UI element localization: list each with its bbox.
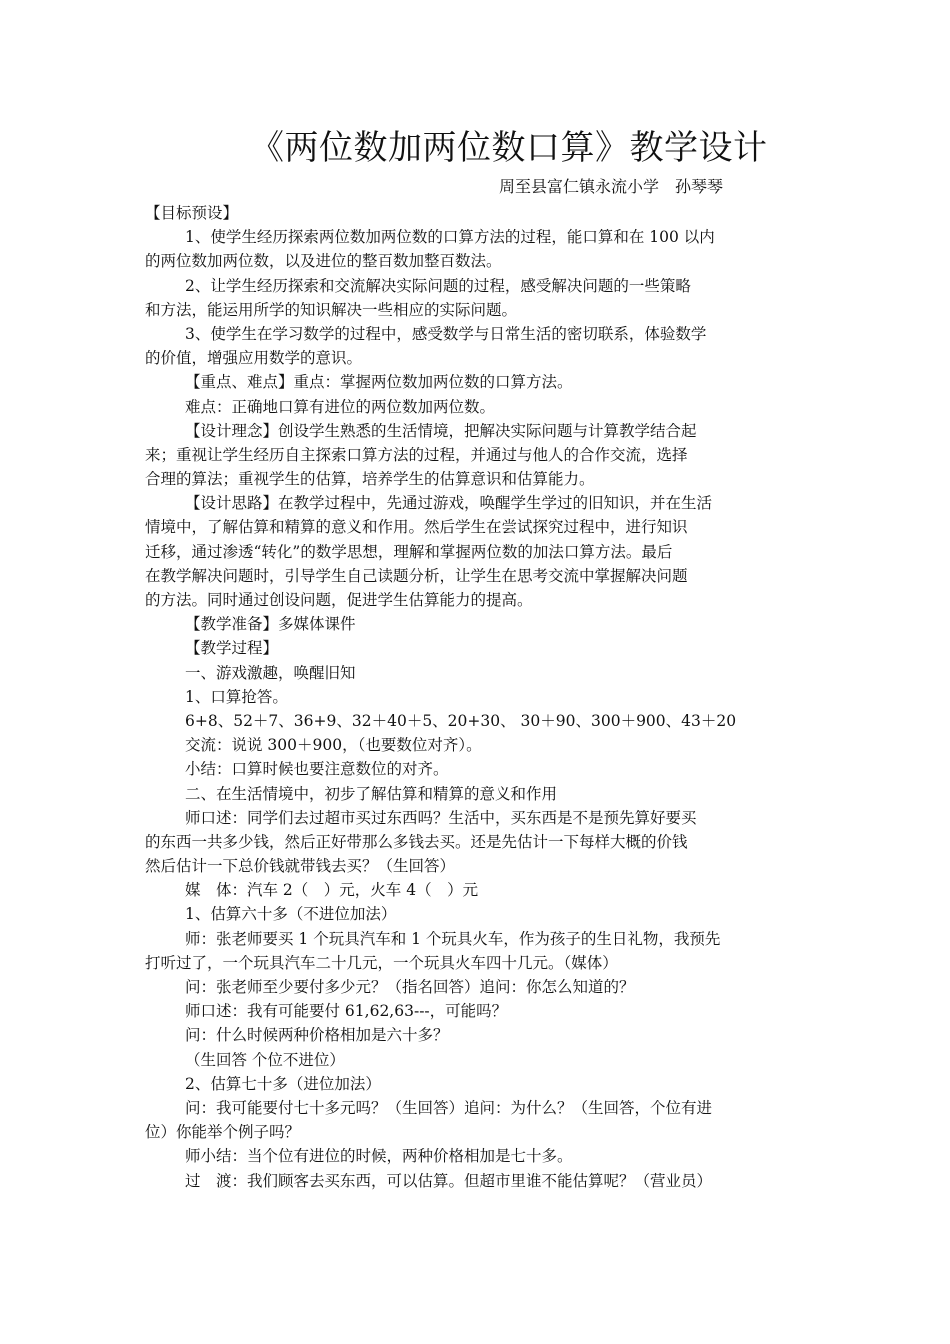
paragraph-line: 在教学解决问题时，引导学生自己读题分析，让学生在思考交流中掌握解决问题 xyxy=(145,566,688,585)
paragraph-line: 师口述：同学们去过超市买过东西吗？生活中，买东西是不是预先算好要买 xyxy=(185,808,697,827)
paragraph-line: 问：什么时候两种价格相加是六十多？ xyxy=(185,1026,449,1045)
paragraph-line: 的两位数加两位数，以及进位的整百数加整百数法。 xyxy=(145,252,502,271)
paragraph-line: （生回答 个位不进位） xyxy=(185,1050,345,1069)
paragraph-line: 【目标预设】 xyxy=(145,204,239,222)
document-title: 《两位数加两位数口算》教学设计 xyxy=(250,128,768,168)
paragraph-line: 问：张老师至少要付多少元？（指名回答）追问：你怎么知道的？ xyxy=(185,978,635,996)
paragraph-line: 情境中，了解估算和精算的意义和作用。然后学生在尝试探究过程中，进行知识 xyxy=(145,518,688,537)
paragraph-line: 2、让学生经历探索和交流解决实际问题的过程，感受解决问题的一些策略 xyxy=(185,276,691,295)
paragraph-line: 【教学过程】 xyxy=(185,639,279,658)
paragraph-line: 1、使学生经历探索两位数加两位数的口算方法的过程，能口算和在 100 以内 xyxy=(185,228,715,247)
paragraph-line: 二、在生活情境中，初步了解估算和精算的意义和作用 xyxy=(185,784,558,803)
paragraph-line: 2、估算七十多（进位加法） xyxy=(185,1074,381,1093)
paragraph-line: 位）你能举个例子吗？ xyxy=(145,1123,301,1142)
paragraph-line: 师口述：我有可能要付 61,62,63---，可能吗？ xyxy=(185,1002,508,1021)
paragraph-line: 1、估算六十多（不进位加法） xyxy=(185,905,397,924)
paragraph-line: 师：张老师要买 1 个玩具汽车和 1 个玩具火车，作为孩子的生日礼物，我预先 xyxy=(185,929,721,948)
document-body xyxy=(145,201,807,1193)
paragraph-line: 迁移，通过渗透“转化”的数学思想，理解和掌握两位数的加法口算方法。最后 xyxy=(145,542,673,561)
paragraph-line: 3、使学生在学习数学的过程中，感受数学与日常生活的密切联系，体验数学 xyxy=(185,324,707,343)
paragraph-line: 【重点、难点】重点：掌握两位数加两位数的口算方法。 xyxy=(185,373,573,392)
paragraph-line: 媒 体：汽车 2（ ）元，火车 4（ ）元 xyxy=(185,881,479,900)
paragraph-line: 过 渡：我们顾客去买东西，可以估算。但超市里谁不能估算呢？（营业员） xyxy=(185,1171,713,1190)
paragraph-line: 的价值，增强应用数学的意识。 xyxy=(145,349,363,368)
paragraph-line: 问：我可能要付七十多元吗？（生回答）追问：为什么？（生回答，个位有进 xyxy=(185,1098,713,1117)
paragraph-line: 难点：正确地口算有进位的两位数加两位数。 xyxy=(185,397,496,416)
paragraph-line: 合理的算法；重视学生的估算，培养学生的估算意识和估算能力。 xyxy=(145,470,595,489)
paragraph-line: 【设计思路】在教学过程中，先通过游戏，唤醒学生学过的旧知识，并在生活 xyxy=(185,494,713,513)
paragraph-line: 的方法。同时通过创设问题，促进学生估算能力的提高。 xyxy=(145,591,533,609)
author-line: 周至县富仁镇永流小学 孙琴琴 xyxy=(499,177,724,196)
paragraph-line: 1、口算抢答。 xyxy=(185,687,288,706)
paragraph-line: 6+8、52＋7、36+9、32＋40＋5、20+30、 30＋90、300＋900、43＋20 xyxy=(185,711,737,730)
paragraph-line: 交流：说说 300＋900，（也要数位对齐）。 xyxy=(185,736,482,755)
paragraph-line: 【设计理念】创设学生熟悉的生活情境，把解决实际问题与计算教学结合起 xyxy=(185,421,697,440)
paragraph-line: 来；重视让学生经历自主探索口算方法的过程，并通过与他人的合作交流，选择 xyxy=(145,445,688,464)
paragraph-line: 和方法，能运用所学的知识解决一些相应的实际问题。 xyxy=(145,300,518,319)
paragraph-line: 师小结：当个位有进位的时候，两种价格相加是七十多。 xyxy=(185,1147,573,1166)
paragraph-line: 的东西一共多少钱，然后正好带那么多钱去买。还是先估计一下每样大概的价钱 xyxy=(145,832,688,851)
paragraph-line: 小结：口算时候也要注意数位的对齐。 xyxy=(185,760,449,779)
paragraph-line: 打听过了，一个玩具汽车二十几元，一个玩具火车四十几元。（媒体） xyxy=(145,953,618,972)
paragraph-line: 一、游戏激趣，唤醒旧知 xyxy=(185,663,356,682)
paragraph-line: 然后估计一下总价钱就带钱去买？（生回答） xyxy=(145,857,456,876)
paragraph-line: 【教学准备】多媒体课件 xyxy=(185,615,356,634)
